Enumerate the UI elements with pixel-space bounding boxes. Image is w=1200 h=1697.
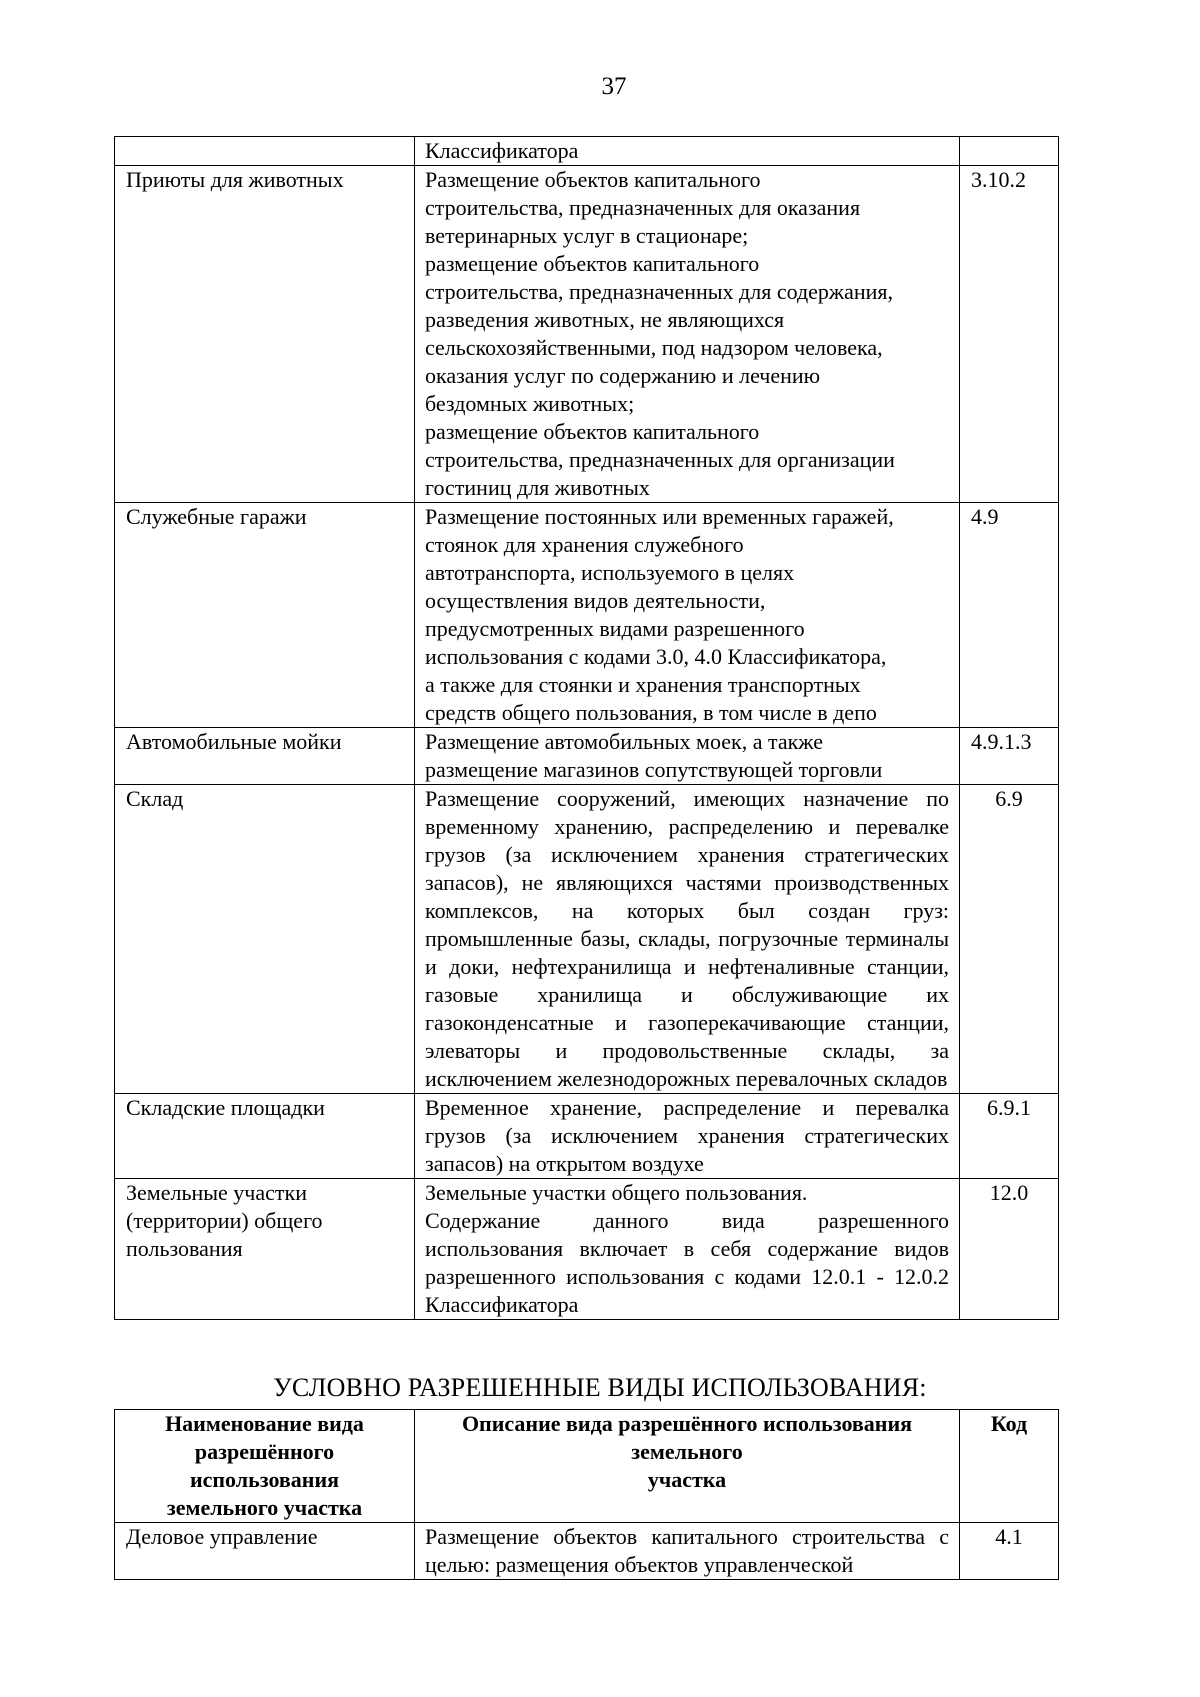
use-name-cell: Земельные участки (территории) общего пользования — [115, 1179, 415, 1320]
header-code: Код — [960, 1410, 1059, 1523]
table-row — [115, 1179, 1059, 1320]
table-body — [115, 1523, 1059, 1580]
conditionally-permitted-uses-table — [114, 1409, 1059, 1580]
table-row — [115, 137, 1059, 166]
use-name-cell: Служебные гаражи — [115, 503, 415, 728]
table-row — [115, 503, 1059, 728]
section-heading: УСЛОВНО РАЗРЕШЕННЫЕ ВИДЫ ИСПОЛЬЗОВАНИЯ: — [273, 1373, 927, 1402]
table-row — [115, 1094, 1059, 1179]
table-row — [115, 785, 1059, 1094]
use-code-cell: 6.9.1 — [960, 1094, 1059, 1179]
use-code-cell: 4.1 — [960, 1523, 1059, 1580]
use-description-cell: Временное хранение, распределение и перевалка грузов (за исключением хранения стратегических запасов) на открытом воздухе — [415, 1094, 960, 1179]
use-name-cell: Автомобильные мойки — [115, 728, 415, 785]
use-description-cell: Классификатора — [415, 137, 960, 166]
use-description-cell: Размещение объектов капитального строительства с целью: размещения объектов управленческой — [415, 1523, 960, 1580]
permitted-uses-table-continued — [114, 136, 1059, 1320]
table-header-row — [115, 1410, 1059, 1523]
use-description-cell: Размещение автомобильных моек, а также размещение магазинов сопутствующей торговли — [415, 728, 960, 785]
use-code-cell: 4.9 — [960, 503, 1059, 728]
table-row — [115, 728, 1059, 785]
use-description-cell: Размещение сооружений, имеющих назначение по временному хранению, распределению и перевалке грузов (за исключением хранения стратегических запасов), не являющихся частями производственных комплексов, на которых был создан груз: промышленные базы, склады, погрузочные терминалы и доки, нефтехранилища и нефтеналивные станции, газовые хранилища и обслуживающие их газоконденсатные и газоперекачивающие станции, элеваторы и продовольственные склады, за исключением железнодорожных перевалочных складов — [415, 785, 960, 1094]
page-number: 37 — [601, 73, 627, 100]
use-code-cell: 4.9.1.3 — [960, 728, 1059, 785]
use-code-cell: 12.0 — [960, 1179, 1059, 1320]
use-code-cell: 3.10.2 — [960, 166, 1059, 503]
table-row — [115, 1523, 1059, 1580]
use-description-cell: Размещение постоянных или временных гаражей, стоянок для хранения служебного автотранспорта, используемого в целях осуществления видов деятельности, предусмотренных видами разрешенного использования с кодами 3.0, 4.0 Классификатора, а также для стоянки и хранения транспортных средств общего пользования, в том числе в депо — [415, 503, 960, 728]
use-description-cell: Земельные участки общего пользования. Содержание данного вида разрешенного использования включает в себя содержание видов разрешенного использования с кодами 12.0.1 - 12.0.2 Классификатора — [415, 1179, 960, 1320]
header-use-description: Описание вида разрешённого использования земельного участка — [415, 1410, 960, 1523]
table-body — [115, 137, 1059, 1320]
use-description-cell: Размещение объектов капитального строительства, предназначенных для оказания ветеринарных услуг в стационаре; размещение объектов капитального строительства, предназначенных для содержания, разведения животных, не являющихся сельскохозяйственными, под надзором человека, оказания услуг по содержанию и лечению бездомных животных; размещение объектов капитального строительства, предназначенных для организации гостиниц для животных — [415, 166, 960, 503]
use-name-cell — [115, 137, 415, 166]
use-name-cell: Складские площадки — [115, 1094, 415, 1179]
use-name-cell: Склад — [115, 785, 415, 1094]
use-code-cell — [960, 137, 1059, 166]
use-code-cell: 6.9 — [960, 785, 1059, 1094]
table-row — [115, 166, 1059, 503]
use-name-cell: Приюты для животных — [115, 166, 415, 503]
header-use-name: Наименование вида разрешённого использования земельного участка — [115, 1410, 415, 1523]
use-name-cell: Деловое управление — [115, 1523, 415, 1580]
